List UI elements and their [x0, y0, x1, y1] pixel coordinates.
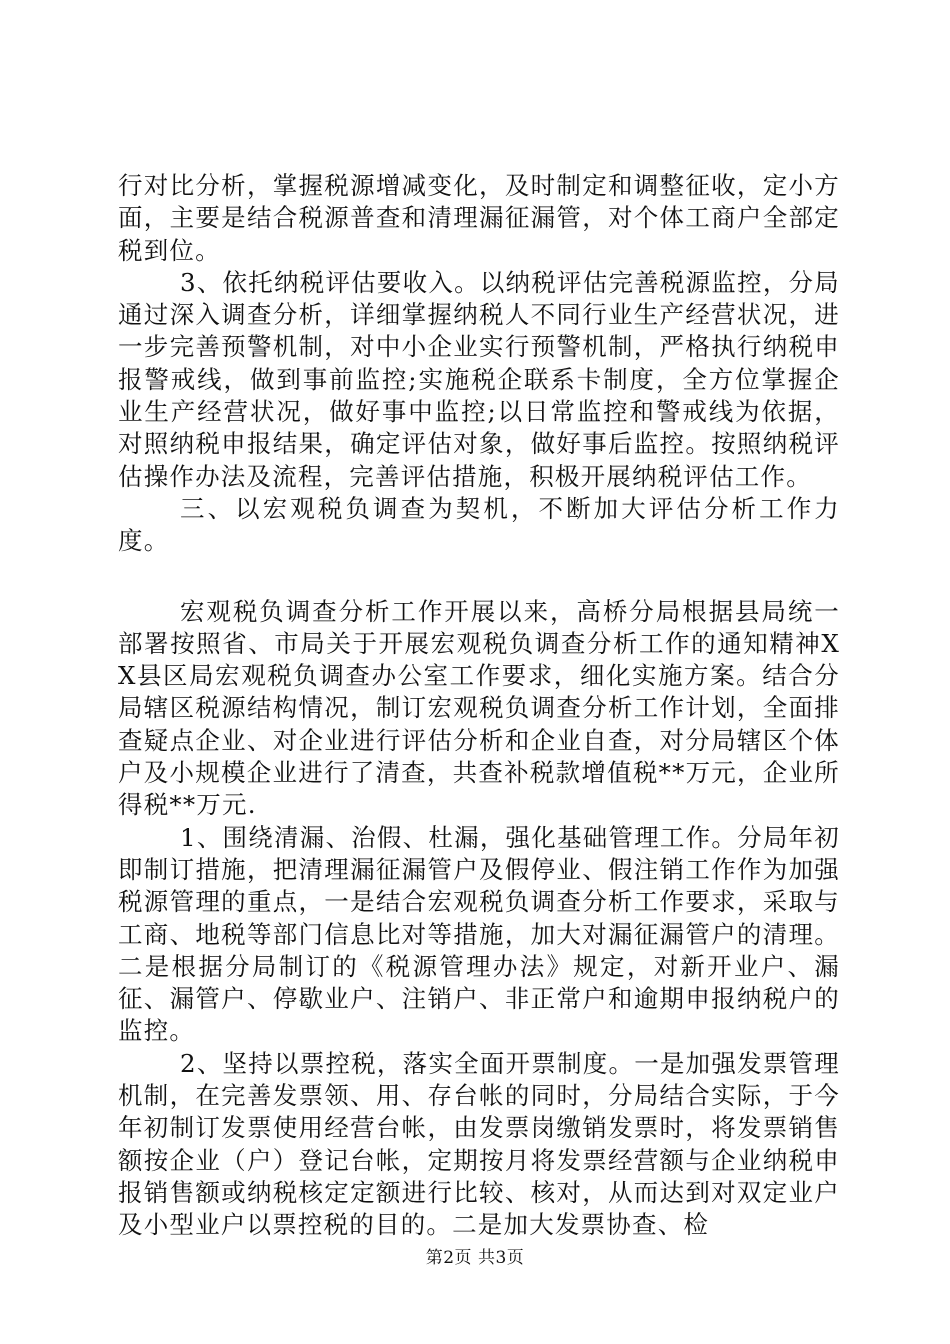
paragraph-5: 2、坚持以票控税，落实全面开票制度。一是加强发票管理机制，在完善发票领、用、存台帐的同时，分局结合实际，于今年初制订发票使用经营台帐，由发票岗缴销发票时，将发票销售额按企业（户）登记台帐，定期按月将发票经营额与企业纳税申报销售额或纳税核定定额进行比较、核对，从而达到对双定业户及小型业户以票控税的目的。二是加大发票协查、检: [118, 1048, 840, 1240]
section-heading: 三、以宏观税负调查为契机，不断加大评估分析工作力度。: [118, 493, 840, 556]
document-body: [118, 170, 840, 1242]
paragraph-2: 3、依托纳税评估要收入。以纳税评估完善税源监控，分局通过深入调查分析，详细掌握纳税人不同行业生产经营状况，进一步完善预警机制，对中小企业实行预警机制，严格执行纳税申报警戒线，做到事前监控;实施税企联系卡制度，全方位掌握企业生产经营状况，做好事中监控;以日常监控和警戒线为依据，对照纳税申报结果，确定评估对象，做好事后监控。按照纳税评估操作办法及流程，完善评估措施，积极开展纳税评估工作。: [118, 267, 840, 491]
page-number-footer: 第2页 共3页: [425, 1248, 525, 1268]
paragraph-4: 1、围绕清漏、治假、杜漏，强化基础管理工作。分局年初即制订措施，把清理漏征漏管户及假停业、假注销工作作为加强税源管理的重点，一是结合宏观税负调查分析工作要求，采取与工商、地税等部门信息比对等措施，加大对漏征漏管户的清理。二是根据分局制订的《税源管理办法》规定，对新开业户、漏征、漏管户、停歇业户、注销户、非正常户和逾期申报纳税户的监控。: [118, 822, 840, 1046]
paragraph-3: 宏观税负调查分析工作开展以来，高桥分局根据县局统一部署按照省、市局关于开展宏观税负调查分析工作的通知精神XX县区局宏观税负调查办公室工作要求，细化实施方案。结合分局辖区税源结构情况，制订宏观税负调查分析工作计划，全面排查疑点企业、对企业进行评估分析和企业自查，对分局辖区个体户及小规模企业进行了清查，共查补税款增值税**万元，企业所得税**万元.: [118, 596, 840, 820]
paragraph-1: 行对比分析，掌握税源增减变化，及时制定和调整征收，定小方面，主要是结合税源普查和清理漏征漏管，对个体工商户全部定税到位。: [118, 171, 840, 265]
